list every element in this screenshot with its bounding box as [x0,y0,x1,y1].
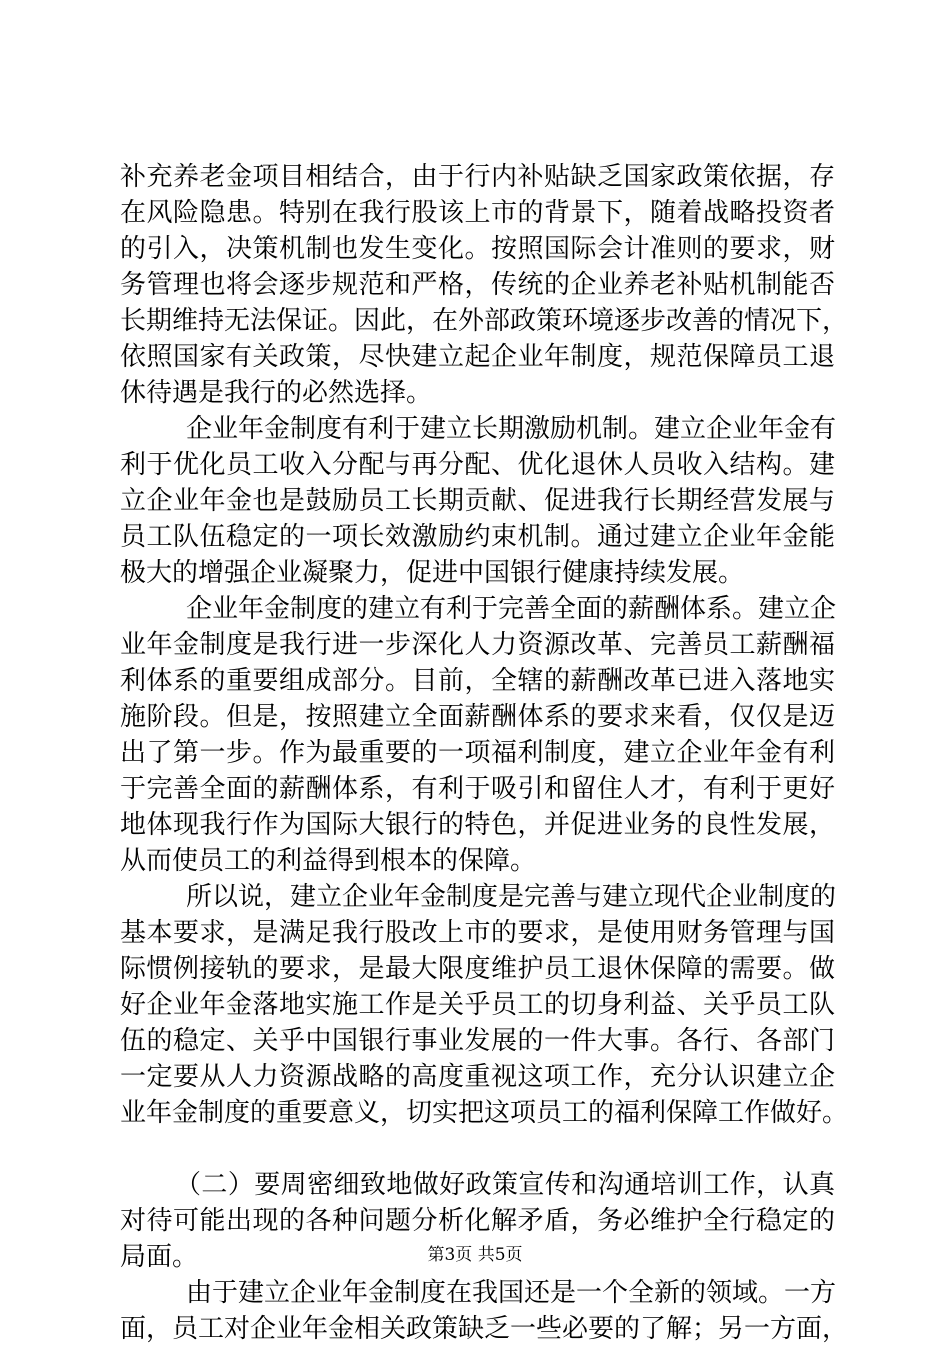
heading-line: 局面。 [120,1242,199,1272]
text-line: 务管理也将会逐步规范和严格，传统的企业养老补贴机制能否 [120,270,835,300]
text-line: 员工队伍稳定的一项长效激励约束机制。通过建立企业年金能 [120,522,835,552]
text-line: 由于建立企业年金制度在我国还是一个全新的领域。一方 [186,1278,837,1308]
text-line: 于完善全面的薪酬体系，有利于吸引和留住人才，有利于更好 [120,774,835,804]
paragraph-5 [120,1275,849,1347]
text-line: 从而使员工的利益得到根本的保障。 [120,846,537,876]
text-line: 利体系的重要组成部分。目前，全辖的薪酬改革已进入落地实 [120,666,835,696]
text-line: 际惯例接轨的要求，是最大限度维护员工退休保障的需要。做 [120,954,835,984]
body-text [120,159,849,1347]
text-line: 的引入，决策机制也发生变化。按照国际会计准则的要求，财 [120,234,835,264]
paragraph-gap [120,1131,835,1167]
text-line: 补充养老金项目相结合，由于行内补贴缺乏国家政策依据，存 [120,162,835,192]
page-number: 第3页 共5页 [427,1245,523,1265]
text-line: 地体现我行作为国际大银行的特色，并促进业务的良性发展， [120,810,835,840]
text-line: 利于优化员工收入分配与再分配、优化退休人员收入结构。建 [120,450,835,480]
text-line: 施阶段。但是，按照建立全面薪酬体系的要求来看，仅仅是迈 [120,702,835,732]
text-line: 出了第一步。作为最重要的一项福利制度，建立企业年金有利 [120,738,835,768]
page-footer [0,1243,950,1267]
text-line: 业年金制度是我行进一步深化人力资源改革、完善员工薪酬福 [120,630,835,660]
text-line: 伍的稳定、关乎中国银行事业发展的一件大事。各行、各部门 [120,1026,835,1056]
text-line: 企业年金制度的建立有利于完善全面的薪酬体系。建立企 [186,594,837,624]
text-line: 业年金制度的重要意义，切实把这项员工的福利保障工作做好。 [120,1098,849,1128]
text-line: 在风险隐患。特别在我行股该上市的背景下，随着战略投资者 [120,198,835,228]
text-line: 依照国家有关政策，尽快建立起企业年制度，规范保障员工退 [120,342,835,372]
text-line: 极大的增强企业凝聚力，促进中国银行健康持续发展。 [120,558,745,588]
text-line: 企业年金制度有利于建立长期激励机制。建立企业年金有 [186,414,837,444]
paragraph-1 [120,159,849,411]
text-line: 基本要求，是满足我行股改上市的要求，是使用财务管理与国 [120,918,835,948]
text-line: 一定要从人力资源战略的高度重视这项工作，充分认识建立企 [120,1062,835,1092]
heading-line: （二）要周密细致地做好政策宣传和沟通培训工作，认真 [175,1170,835,1200]
text-line: 长期维持无法保证。因此，在外部政策环境逐步改善的情况下， [120,306,849,336]
paragraph-3 [120,591,835,879]
text-line: 立企业年金也是鼓励员工长期贡献、促进我行长期经营发展与 [120,486,835,516]
paragraph-4 [120,879,849,1131]
text-line: 面，员工对企业年金相关政策缺乏一些必要的了解；另一方面， [120,1314,849,1344]
text-line: 休待遇是我行的必然选择。 [120,378,433,408]
text-line: 好企业年金落地实施工作是关乎员工的切身利益、关乎员工队 [120,990,835,1020]
heading-line: 对待可能出现的各种问题分析化解矛盾，务必维护全行稳定的 [120,1206,835,1236]
text-line: 所以说，建立企业年金制度是完善与建立现代企业制度的 [186,882,837,912]
paragraph-2 [120,411,835,591]
